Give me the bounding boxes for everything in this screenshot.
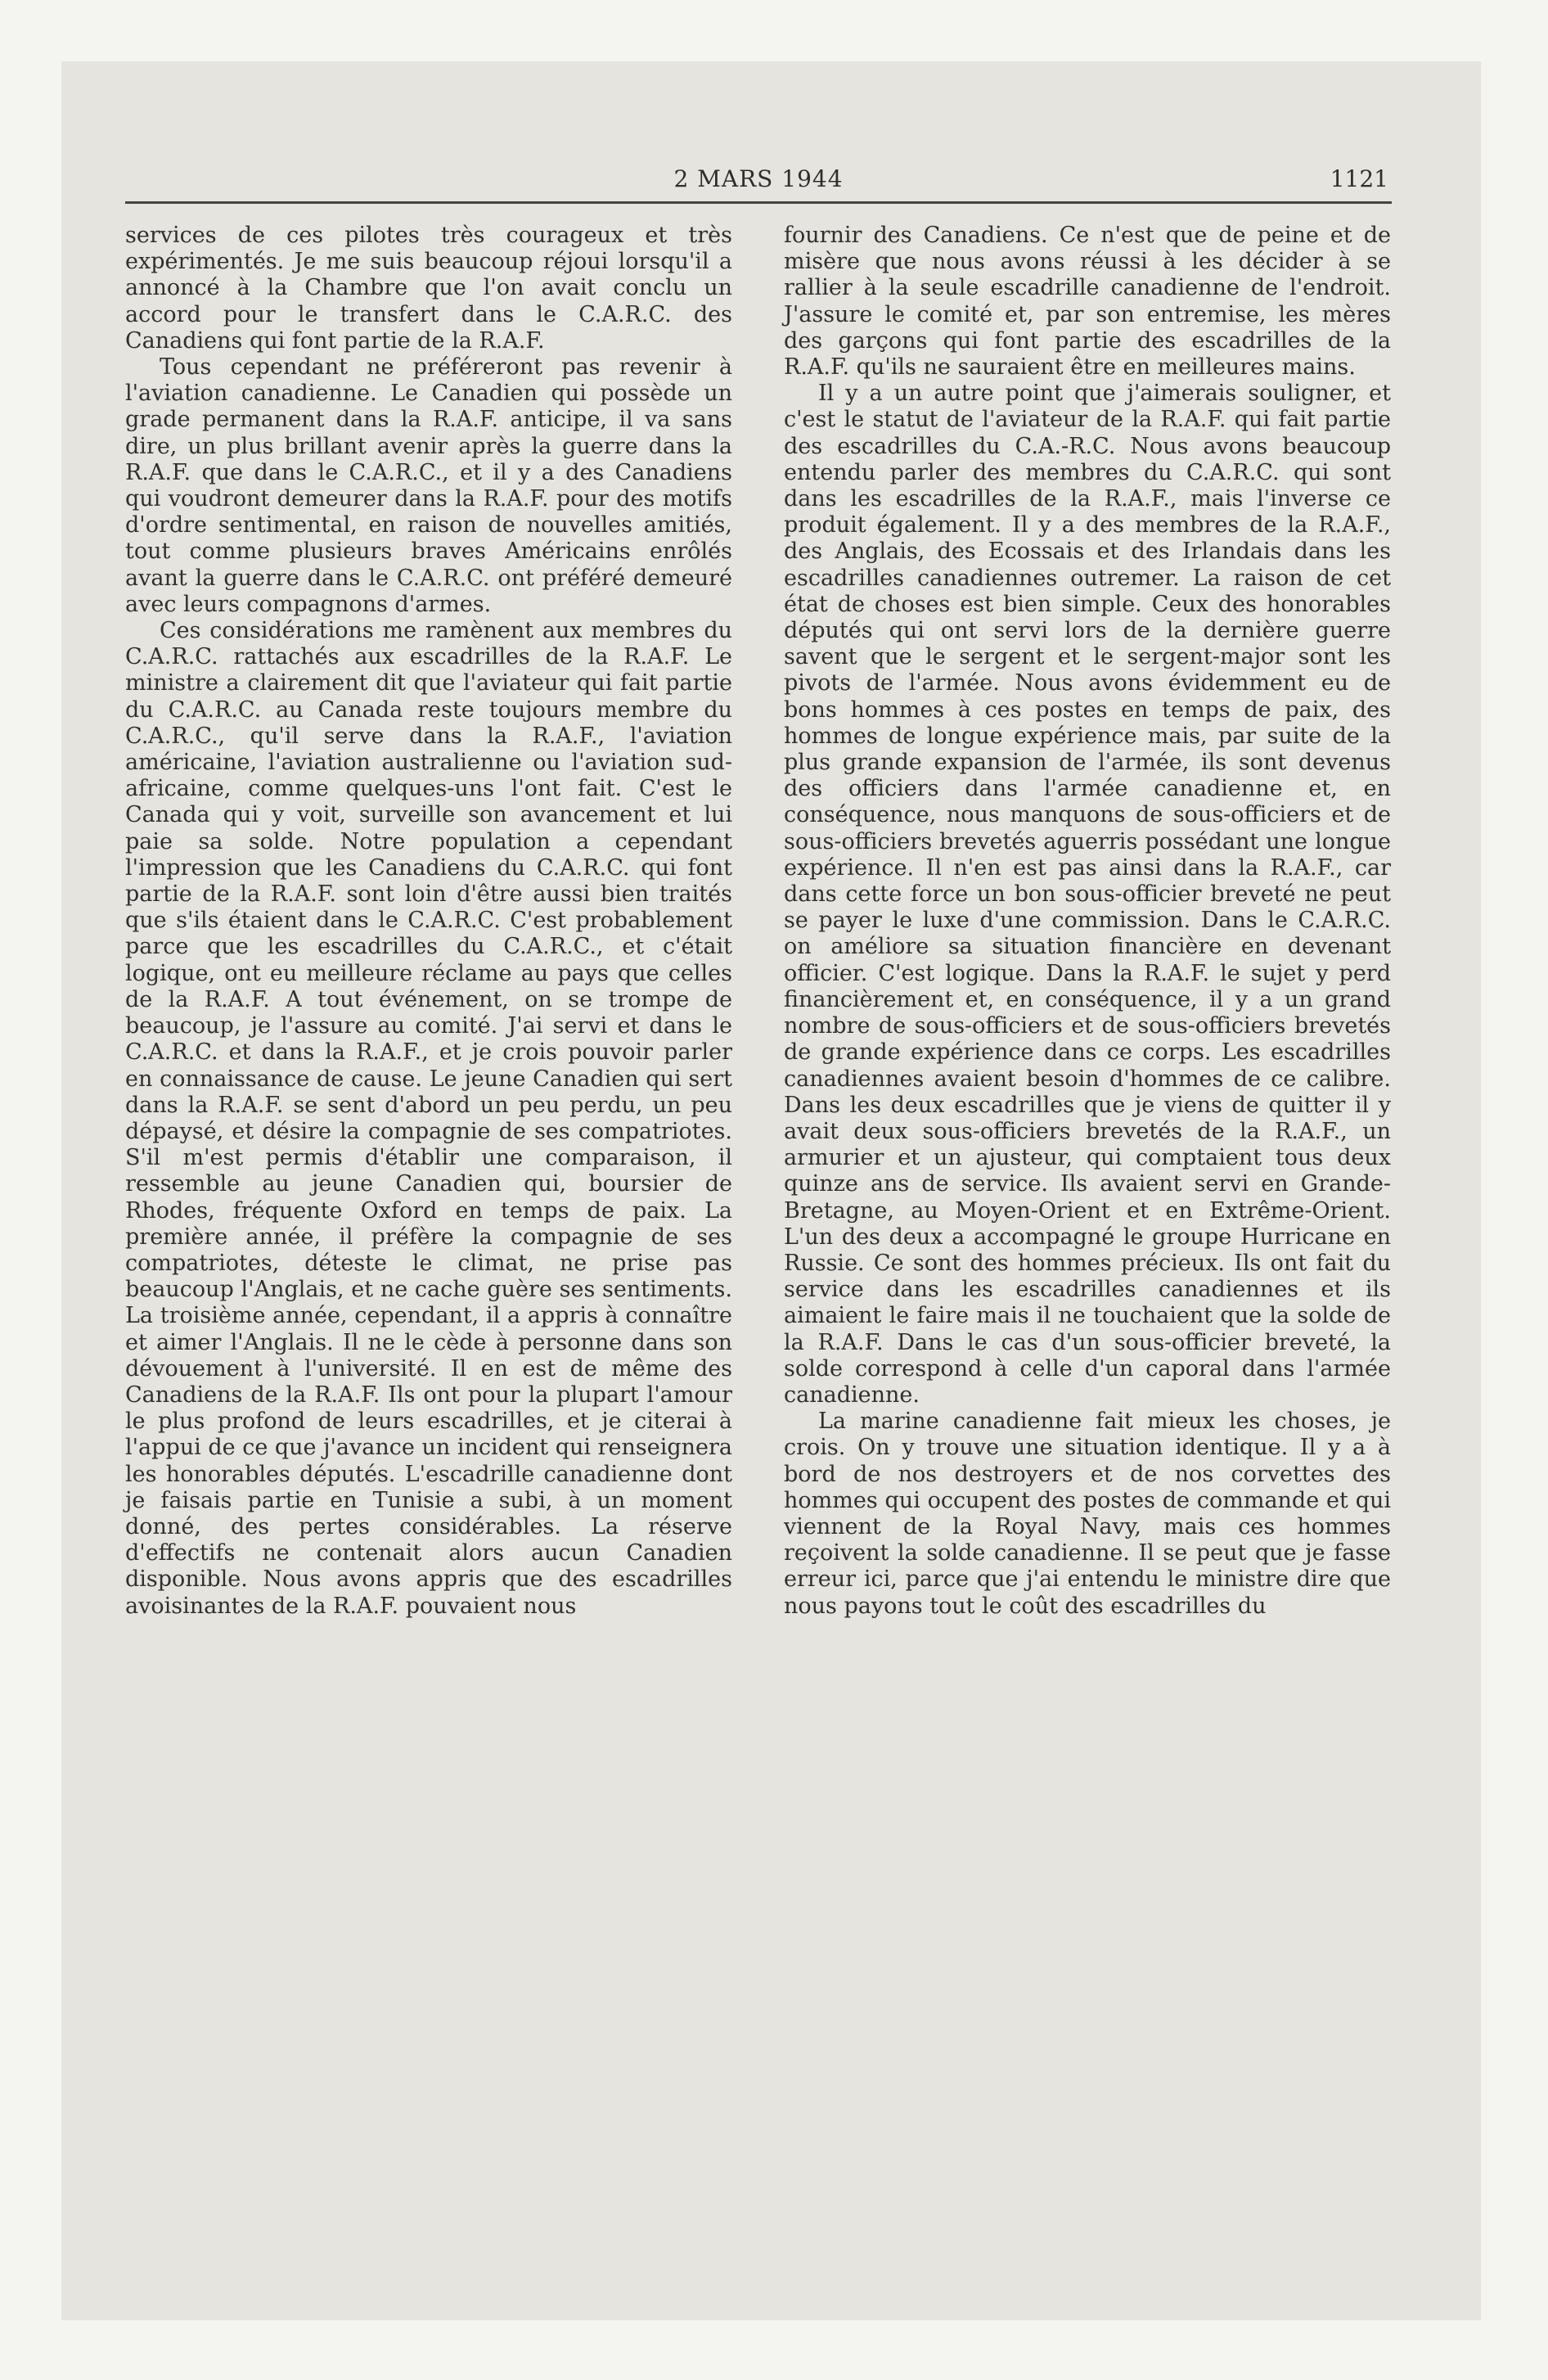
paragraph: Ces considérations me ramènent aux membres du C.A.R.C. rattachés aux escadrilles de la R.A.F. Le ministre a clairement dit que l'aviateur qui fait partie du C.A.R.C. au Canada reste toujours membre du C.A.R.C., qu'il serve dans la R.A.F., l'aviation américaine, l'aviation australienne ou l'aviation sud-africaine, comme quelques-uns l'ont fait. C'est le Canada qui y voit, surveille son avancement et lui paie sa solde. Notre population a cependant l'impression que les Canadiens du C.A.R.C. qui font partie de la R.A.F. sont loin d'être aussi bien traités que s'ils étaient dans le C.A.R.C. C'est probablement parce que les escadrilles du C.A.R.C., et c'était logique, ont eu meilleure réclame au pays que celles de la R.A.F. A tout événement, on se trompe de beaucoup, je l'assure au comité. J'ai servi et dans le C.A.R.C. et dans la R.A.F., et je crois pouvoir parler en connaissance de cause. Le jeune Canadien qui sert dans la R.A.F. se sent d'abord un peu perdu, un peu dépaysé, et désire la compagnie de ses compatriotes. S'il m'est permis d'établir une comparaison, il ressemble au jeune Canadien qui, boursier de Rhodes, fréquente Oxford en temps de paix. La première année, il préfère la compagnie de ses compatriotes, déteste le climat, ne prise pas beaucoup l'Anglais, et ne cache guère ses sentiments. La troisième année, cependant, il a appris à connaître et aimer l'Anglais. Il ne le cède à personne dans son dévouement à l'université. Il en est de même des Canadiens de la R.A.F. Ils ont pour la plupart l'amour le plus profond de leurs escadrilles, et je citerai à l'appui de ce que j'avance un incident qui renseignera les honorables députés. L'escadrille canadienne dont je faisais partie en Tunisie a subi, à un moment donné, des pertes considérables. La réserve d'effectifs ne contenait alors aucun Canadien disponible. Nous avons appris que des escadrilles avoisinantes de la R.A.F. pouvaient nous [125, 618, 732, 1619]
paragraph: services de ces pilotes très courageux et très expérimentés. Je me suis beaucoup réjoui lorsqu'il a annoncé à la Chambre que l'on avait conclu un accord pour le transfert dans le C.A.R.C. des Canadiens qui font partie de la R.A.F. [125, 223, 732, 354]
paragraph: La marine canadienne fait mieux les choses, je crois. On y trouve une situation identique. Il y a à bord de nos destroyers et de nos corvettes des hommes qui occupent des postes de commande et qui viennent de la Royal Navy, mais ces hommes reçoivent la solde canadienne. Il se peut que je fasse erreur ici, parce que j'ai entendu le ministre dire que nous payons tout le coût des escadrilles du [784, 1409, 1391, 1619]
paragraph: Tous cependant ne préféreront pas revenir à l'aviation canadienne. Le Canadien qui possède un grade permanent dans la R.A.F. anticipe, il va sans dire, un plus brillant avenir après la guerre dans la R.A.F. que dans le C.A.R.C., et il y a des Canadiens qui voudront demeurer dans la R.A.F. pour des motifs d'ordre sentimental, en raison de nouvelles amitiés, tout comme plusieurs braves Américains enrôlés avant la guerre dans le C.A.R.C. ont préféré demeuré avec leurs compagnons d'armes. [125, 354, 732, 617]
paragraph: Il y a un autre point que j'aimerais souligner, et c'est le statut de l'aviateur de la R.A.F. qui fait partie des escadrilles du C.A.-R.C. Nous avons beaucoup entendu parler des membres du C.A.R.C. qui sont dans les escadrilles de la R.A.F., mais l'inverse ce produit également. Il y a des membres de la R.A.F., des Anglais, des Ecossais et des Irlandais dans les escadrilles canadiennes outremer. La raison de cet état de choses est bien simple. Ceux des honorables députés qui ont servi lors de la dernière guerre savent que le sergent et le sergent-major sont les pivots de l'armée. Nous avons évidemment eu de bons hommes à ces postes en temps de paix, des hommes de longue expérience mais, par suite de la plus grande expansion de l'armée, ils sont devenus des officiers dans l'armée canadienne et, en conséquence, nous manquons de sous-officiers et de sous-officiers brevetés aguerris possédant une longue expérience. Il n'en est pas ainsi dans la R.A.F., car dans cette force un bon sous-officier breveté ne peut se payer le luxe d'une commission. Dans le C.A.R.C. on améliore sa situation financière en devenant officier. C'est logique. Dans la R.A.F. le sujet y perd financièrement et, en conséquence, il y a un grand nombre de sous-officiers et de sous-officiers brevetés de grande expérience dans ce corps. Les escadrilles canadiennes avaient besoin d'hommes de ce calibre. Dans les deux escadrilles que je viens de quitter il y avait deux sous-officiers brevetés de la R.A.F., un armurier et un ajusteur, qui comptaient tous deux quinze ans de service. Ils avaient servi en Grande-Bretagne, au Moyen-Orient et en Extrême-Orient. L'un des deux a accompagné le groupe Hurricane en Russie. Ce sont des hommes précieux. Ils ont fait du service dans les escadrilles canadiennes et ils aimaient le faire mais il ne touchaient que la solde de la R.A.F. Dans le cas d'un sous-officier breveté, la solde correspond à celle d'un caporal dans l'armée canadienne. [784, 381, 1391, 1408]
page-number: 1121 [1330, 165, 1388, 192]
left-column [125, 223, 732, 1620]
paragraph: fournir des Canadiens. Ce n'est que de peine et de misère que nous avons réussi à les décider à se rallier à la seule escadrille canadienne de l'endroit. J'assure le comité et, par son entremise, les mères des garçons qui font partie des escadrilles de la R.A.F. qu'ils ne sauraient être en meilleures mains. [784, 223, 1391, 381]
page-date: 2 MARS 1944 [673, 165, 844, 192]
page-header [125, 156, 1392, 204]
right-column [784, 223, 1391, 1620]
